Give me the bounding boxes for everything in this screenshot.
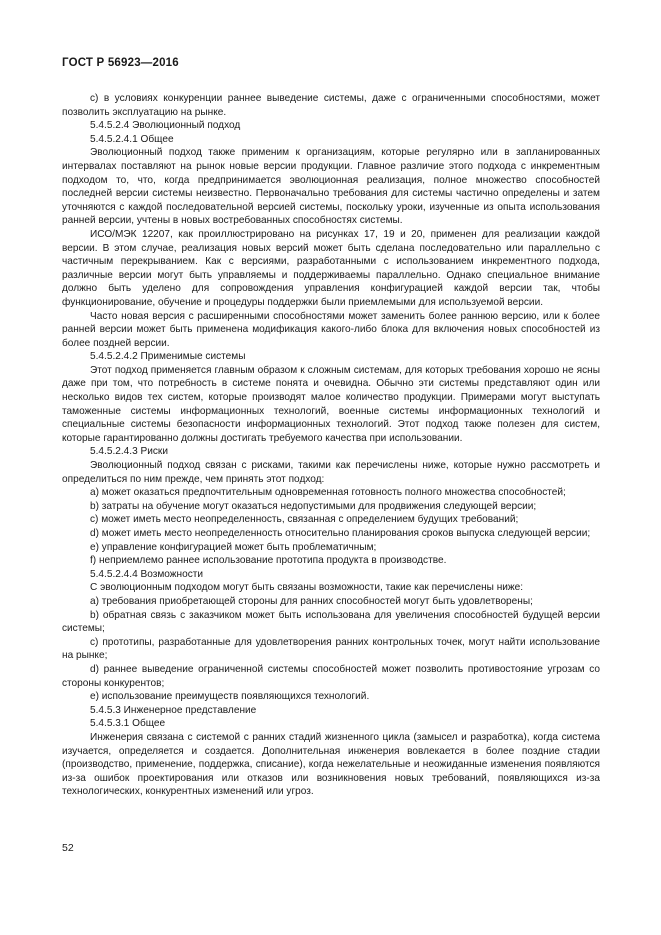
section-heading: 5.4.5.2.4.2 Применимые системы [90,351,246,363]
section-heading: 5.4.5.2.4.1 Общее [90,133,174,145]
paragraph: Эволюционный подход также применим к организациям, которые регулярно или в запланированных интервалах поставляют на рынок новые версии продукции. Главное различие этого подхода с инкрементным подходом то, что, когда предпринимается эволюционная реализация, полное множество способностей последней версии системы неизвестно. Первоначально требования для системы частично определены и затем уточняются с каждой последовательной версией системы, поскольку уроки, изученные из опыта использования ранней версии, учтены в новых востребованных способностях системы. [62,147,600,227]
list-item: d) может иметь место неопределенность относительно планирования сроков выпуска следующей версии; [90,528,591,539]
list-item: f) неприемлемо раннее использование прототипа продукта в производстве. [90,555,447,567]
section-heading: 5.4.5.3.1 Общее [90,718,166,730]
paragraph: Инженерия связана с системой с ранних стадий жизненного цикла (замысел и разработка), когда система изучается, определяется и создается. Дополнительная инженерия вовлекается в более поздние стадии (производство, применение, поддержка, списание), когда нежелательные и неожиданные изменения появляются из-за ошибок проектирования или отказов или возникновения новых требований, появляющихся из-за технологических, конкурентных изменений или угроз. [62,731,600,798]
list-item: e) использование преимуществ появляющихся технологий. [90,691,370,703]
paragraph: Часто новая версия с расширенными способностями может заменить более раннюю версию, или к более ранней версии может быть применена модификация какого-либо блока для включения новых способностей из более поздней версии. [62,310,600,349]
paragraph: Этот подход применяется главным образом к сложным системам, для которых требования хорошо не ясны даже при том, что потребность в системе понята и очевидна. Обычно эти системы представляют один или несколько видов тех систем, которые производят малое количество продукции. Примерами могут выступать таможенные системы информационных технологий, военные системы информационных технологий и специальные системы безопасности информационных технологий. Этот подход также полезен для систем, которые гарантированно должны достигать требуемого качества при использовании. [62,364,600,444]
standard-header: ГОСТ Р 56923—2016 [62,57,179,69]
list-item: e) управление конфигурацией может быть проблематичным; [90,541,377,553]
page-number: 52 [62,842,74,854]
section-heading: 5.4.5.2.4 Эволюционный подход [90,120,241,132]
list-item: a) может оказаться предпочтительным одновременная готовность полного множества способностей; [90,487,566,499]
paragraph: ИСО/МЭК 12207, как проиллюстрировано на рисунках 17, 19 и 20, применен для реализации каждой версии. В этом случае, реализация новых версий может быть сделана последовательно или параллельно с частичным перекрыванием. Как с версиями, разработанными с использованием инкрементного подхода, различные версии могут быть управляемы и поддерживаемы параллельно. Однако специальное внимание должно быть уделено для сопровождения управления конфигурацией каждой версии так, чтобы функционирование, обучение и процедуры поддержки были приемлемыми для используемой версии. [62,228,600,308]
paragraph: Эволюционный подход связан с рисками, такими как перечислены ниже, которые нужно рассмотреть и определиться по ним прежде, чем принять этот подход: [62,460,600,485]
list-item: d) раннее выведение ограниченной системы способностей может позволить противостояние угрозам со стороны конкурентов; [62,663,600,689]
paragraph: С эволюционным подходом могут быть связаны возможности, такие как перечислены ниже: [90,582,524,594]
section-heading: 5.4.5.3 Инженерное представление [90,704,257,716]
list-item: c) может иметь место неопределенность, связанная с определением будущих требований; [90,514,519,526]
list-item: a) требования приобретающей стороны для ранних способностей могут быть удовлетворены; [90,595,533,607]
list-item: c) прототипы, разработанные для удовлетворения ранних контрольных точек, могут найти использование на рынке; [62,636,600,662]
section-heading: 5.4.5.2.4.4 Возможности [90,568,204,580]
paragraph: c) в условиях конкуренции раннее выведение системы, даже с ограниченными способностями, может позволить эксплуатацию на рынке. [62,93,600,118]
section-heading: 5.4.5.2.4.3 Риски [90,446,168,458]
list-item: b) обратная связь с заказчиком может быть использована для увеличения способностей будущей версии системы; [62,609,600,635]
document-body [62,92,600,799]
list-item: b) затраты на обучение могут оказаться недопустимыми для продвижения следующей версии; [90,500,537,512]
